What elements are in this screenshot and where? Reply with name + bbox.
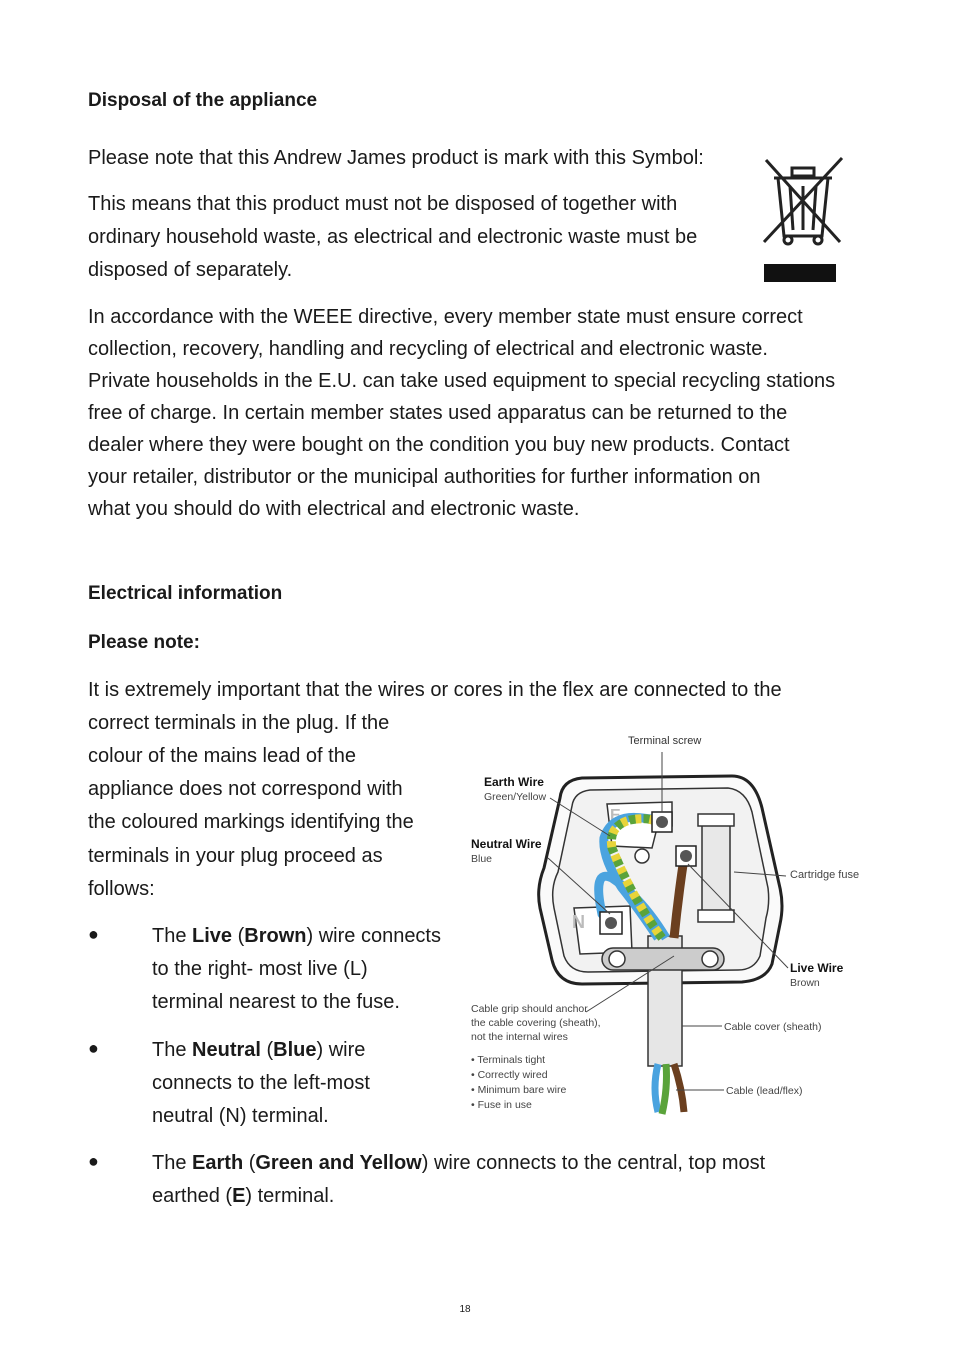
- cable-end-green: [662, 1064, 667, 1114]
- bullet-live-line-1: The Live (Brown) wire connects: [152, 925, 441, 947]
- label-live-wire: Live Wire: [790, 961, 844, 975]
- plug-wiring-diagram: [462, 728, 862, 1124]
- fuse-clip-top: [698, 814, 734, 826]
- label-cable-cover: Cable cover (sheath): [724, 1021, 822, 1033]
- disposal-intro: Please note that this Andrew James product is mark with this Symbol:: [88, 147, 704, 169]
- bullet-neutral-line-2: connects to the left-most: [152, 1072, 370, 1094]
- neutral-mark: N: [572, 912, 585, 932]
- bullet-dot: ●: [88, 1038, 99, 1058]
- electrical-wrap-3: appliance does not correspond with: [88, 778, 403, 800]
- bullet-live-line-3: terminal nearest to the fuse.: [152, 991, 400, 1013]
- electrical-wrap-5: terminals in your plug proceed as: [88, 845, 383, 867]
- weee-line-3: Private households in the E.U. can take used equipment to special recycling stations: [88, 370, 836, 392]
- weee-line-4: free of charge. In certain member states used apparatus can be returned to the: [88, 402, 788, 424]
- weee-line-5: dealer where they were bought on the condition you buy new products. Contact: [88, 434, 790, 456]
- electrical-wrap-6: follows:: [88, 878, 155, 900]
- electrical-wrap-1: correct terminals in the plug. If the: [88, 712, 390, 734]
- electrical-wrap-2: colour of the mains lead of the: [88, 745, 356, 767]
- label-check-4: • Fuse in use: [471, 1099, 532, 1111]
- cable-end-brown: [674, 1064, 684, 1112]
- label-cable: Cable (lead/flex): [726, 1085, 803, 1097]
- cable-end-blue: [655, 1064, 658, 1112]
- bullet-neutral-line-1: The Neutral (Blue) wire: [152, 1039, 366, 1061]
- earth-mark: E: [610, 807, 621, 824]
- electrical-first-line: It is extremely important that the wires or cores in the flex are connected to the: [88, 679, 782, 701]
- label-neutral-color: Blue: [471, 853, 493, 865]
- label-live-color: Brown: [790, 977, 820, 989]
- disposal-line-1: This means that this product must not be disposed of together with: [88, 193, 678, 215]
- neutral-terminal-screw: [605, 917, 617, 929]
- weee-line-7: what you should do with electrical and electronic waste.: [88, 498, 580, 520]
- grip-screw-right: [702, 951, 718, 967]
- bullet-earth-line-2: earthed (E) terminal.: [152, 1185, 335, 1207]
- disposal-line-2: ordinary household waste, as electrical and electronic waste must be: [88, 226, 698, 248]
- label-terminal-screw: Terminal screw: [628, 735, 702, 747]
- weee-line-2: collection, recovery, handling and recycling of electrical and electronic waste.: [88, 338, 768, 360]
- cartridge-fuse: [702, 822, 730, 912]
- grip-screw-left: [609, 951, 625, 967]
- weee-line-6: your retailer, distributor or the municipal authorities for further information on: [88, 466, 761, 488]
- weee-line-1: In accordance with the WEEE directive, every member state must ensure correct: [88, 306, 803, 328]
- electrical-heading: Electrical information: [88, 583, 283, 604]
- fuse-clip-bottom: [698, 910, 734, 922]
- electrical-wrap-4: the coloured markings identifying the: [88, 811, 414, 833]
- disposal-line-3: disposed of separately.: [88, 259, 293, 281]
- label-cable-grip-3: not the internal wires: [471, 1031, 568, 1043]
- label-check-2: • Correctly wired: [471, 1069, 548, 1081]
- please-note-heading: Please note:: [88, 632, 200, 653]
- bullet-dot: ●: [88, 924, 99, 944]
- label-cable-grip-2: the cable covering (sheath),: [471, 1017, 601, 1029]
- page-number: 18: [459, 1304, 471, 1315]
- earth-terminal-screw: [656, 816, 668, 828]
- center-hole: [635, 849, 649, 863]
- bullet-earth-line-1: The Earth (Green and Yellow) wire connects to the central, top most: [152, 1152, 766, 1174]
- bullet-dot: ●: [88, 1151, 99, 1171]
- weee-crossed-bin-icon: [758, 152, 848, 284]
- label-cartridge-fuse: Cartridge fuse: [790, 869, 860, 881]
- label-neutral-wire: Neutral Wire: [471, 837, 542, 851]
- label-check-1: • Terminals tight: [471, 1054, 546, 1066]
- live-terminal-screw: [680, 850, 692, 862]
- label-earth-wire: Earth Wire: [484, 775, 544, 789]
- bullet-neutral-line-3: neutral (N) terminal.: [152, 1105, 329, 1127]
- label-earth-color: Green/Yellow: [484, 791, 547, 803]
- bullet-live-line-2: to the right- most live (L): [152, 958, 368, 980]
- label-check-3: • Minimum bare wire: [471, 1084, 567, 1096]
- label-cable-grip-1: Cable grip should anchor: [471, 1003, 588, 1015]
- disposal-heading: Disposal of the appliance: [88, 90, 318, 111]
